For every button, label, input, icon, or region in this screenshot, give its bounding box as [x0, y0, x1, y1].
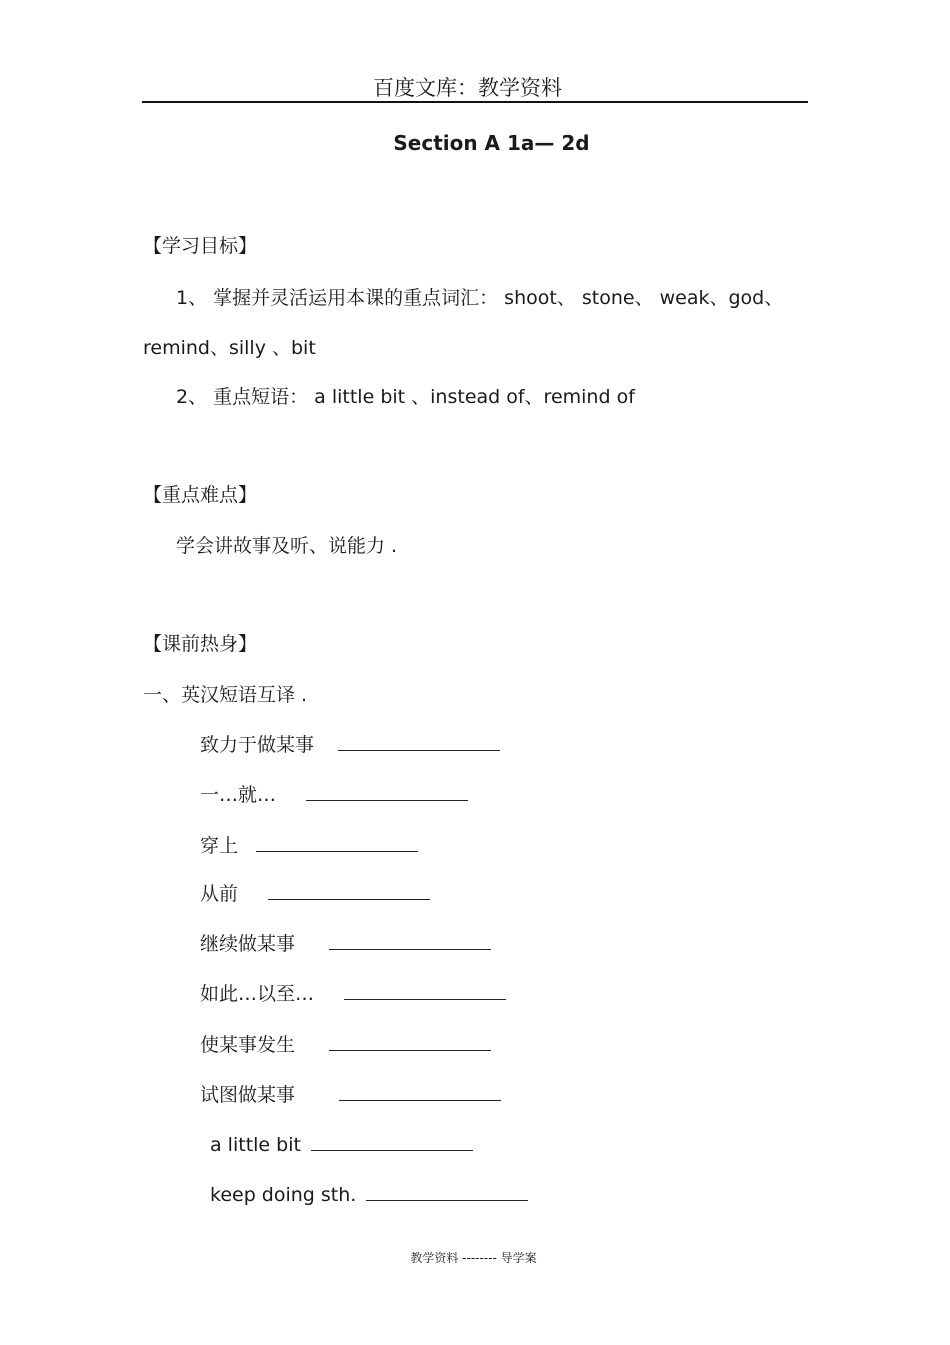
objective-item-1-cont: remind、silly 、bit — [143, 337, 316, 359]
answer-blank[interactable] — [339, 1080, 501, 1101]
answer-blank[interactable] — [329, 1030, 491, 1051]
warmup-heading: 【课前热身】 — [143, 633, 258, 655]
key-points-text: 学会讲故事及听、说能力 . — [176, 535, 398, 557]
objective-item-1: 1、 掌握并灵活运用本课的重点词汇： shoot、 stone、 weak、god、 — [176, 287, 784, 309]
answer-blank[interactable] — [344, 979, 506, 1000]
list-item — [200, 979, 506, 1006]
list-item — [200, 780, 468, 807]
objective-item-2: 2、 重点短语： a little bit 、instead of、remind of — [176, 386, 635, 408]
answer-blank[interactable] — [256, 831, 418, 852]
answer-blank[interactable] — [306, 780, 468, 801]
document-title: Section A 1a— 2d — [393, 131, 590, 155]
phrase-label: 一…就… — [200, 784, 277, 806]
list-item — [210, 1180, 528, 1206]
phrase-label: 使某事发生 — [200, 1034, 296, 1056]
phrase-label: 穿上 — [200, 835, 239, 857]
answer-blank[interactable] — [329, 929, 491, 950]
list-item — [200, 730, 500, 757]
answer-blank[interactable] — [311, 1130, 473, 1151]
answer-blank[interactable] — [366, 1180, 528, 1201]
phrase-label: 致力于做某事 — [200, 734, 315, 756]
list-item — [200, 831, 418, 858]
phrase-label: 从前 — [200, 883, 239, 905]
phrase-label: 如此…以至… — [200, 983, 315, 1005]
objectives-heading: 【学习目标】 — [143, 235, 258, 257]
page-footer: 教学资料 -------- 导学案 — [410, 1251, 537, 1265]
list-item — [200, 879, 430, 906]
list-item — [200, 1080, 501, 1107]
warmup-subheading: 一、英汉短语互译 . — [143, 684, 308, 706]
list-item — [200, 1030, 491, 1057]
header-divider — [142, 101, 808, 103]
phrase-label: a little bit — [210, 1134, 301, 1156]
phrase-label: 继续做某事 — [200, 933, 296, 955]
key-points-heading: 【重点难点】 — [143, 484, 258, 506]
list-item — [200, 929, 491, 956]
list-item — [210, 1130, 473, 1156]
page-header-title: 百度文库：教学资料 — [373, 76, 562, 100]
phrase-label: keep doing sth. — [210, 1184, 357, 1206]
answer-blank[interactable] — [268, 879, 430, 900]
phrase-label: 试图做某事 — [200, 1084, 296, 1106]
answer-blank[interactable] — [338, 730, 500, 751]
